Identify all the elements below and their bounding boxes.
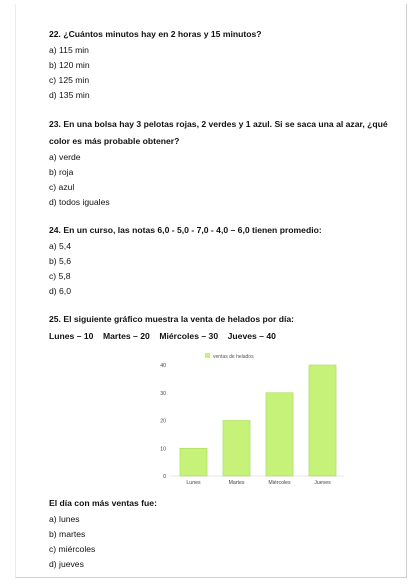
- y-tick-label: 10: [160, 446, 166, 453]
- question-25-option-a: a) lunes: [49, 514, 80, 524]
- question-23-option-c: c) azul: [49, 182, 75, 192]
- question-22-title: 22. ¿Cuántos minutos hay en 2 horas y 15 minutos?: [49, 29, 262, 39]
- question-22-option-b: b) 120 min: [49, 60, 90, 70]
- question-25-followup: El día con más ventas fue:: [49, 498, 157, 508]
- bar-miércoles: [266, 393, 293, 476]
- bar-chart-svg: [144, 351, 416, 489]
- x-tick-label: Miércoles: [268, 480, 291, 486]
- worksheet-content: [49, 26, 389, 572]
- question-25-option-c: c) miércoles: [49, 544, 96, 554]
- question-22-option-c: c) 125 min: [49, 75, 90, 85]
- question-24-option-d: d) 6,0: [49, 286, 71, 296]
- legend-swatch: [205, 353, 210, 358]
- question-23-option-a: a) verde: [49, 152, 81, 162]
- question-23-option-b: b) roja: [49, 167, 74, 177]
- x-tick-label: Lunes: [186, 480, 201, 486]
- question-23-option-d: d) todos iguales: [49, 197, 110, 207]
- question-23-title: 23. En una bolsa hay 3 pelotas rojas, 2 verdes y 1 azul. Si se saca una al azar, ¿qué color es más probable obtener?: [49, 119, 388, 146]
- y-tick-label: 0: [163, 474, 166, 480]
- question-22-option-a: a) 115 min: [49, 45, 89, 55]
- x-tick-label: Martes: [228, 480, 245, 486]
- bar-jueves: [309, 365, 336, 476]
- bar-lunes: [180, 448, 207, 476]
- question-25-title: 25. El siguiente gráfico muestra la venta de helados por día:: [49, 314, 294, 324]
- question-24-title: 24. En un curso, las notas 6,0 - 5,0 - 7,0 - 4,0 – 6,0 tienen promedio:: [49, 225, 322, 235]
- y-tick-label: 20: [160, 418, 166, 425]
- x-tick-label: Jueves: [314, 480, 331, 486]
- y-tick-label: 40: [160, 363, 166, 369]
- question-25-option-b: b) martes: [49, 529, 86, 539]
- question-22-option-d: d) 135 min: [49, 90, 90, 100]
- legend-label: ventas de helados: [213, 354, 254, 360]
- question-24-option-a: a) 5,4: [49, 241, 71, 251]
- question-25-option-d: d) jueves: [49, 559, 84, 569]
- question-24-option-c: c) 5,8: [49, 271, 71, 281]
- question-25-data-line: Lunes – 10 Martes – 20 Miércoles – 30 Jueves – 40: [49, 331, 276, 341]
- y-tick-label: 30: [160, 390, 166, 397]
- bar-martes: [223, 421, 250, 477]
- question-24-option-b: b) 5,6: [49, 256, 71, 266]
- ice-cream-sales-chart: [144, 351, 416, 489]
